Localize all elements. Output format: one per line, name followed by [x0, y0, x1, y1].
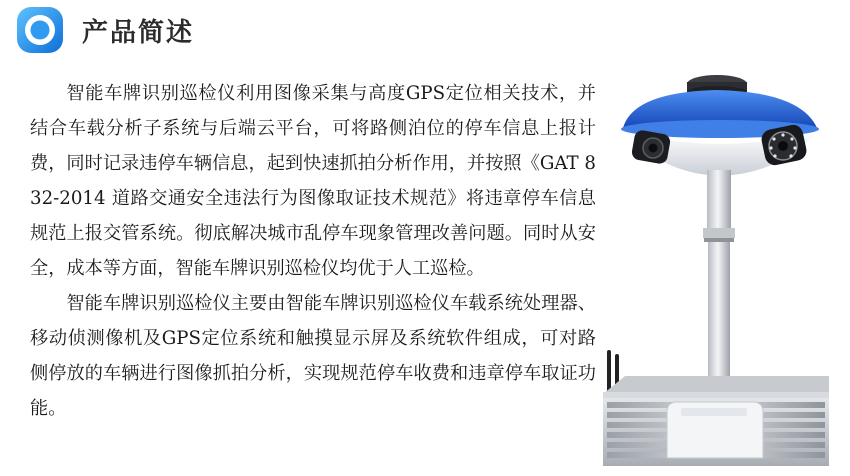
- description-paragraph-1: 智能车牌识别巡检仪利用图像采集与高度GPS定位相关技术，并结合车载分析子系统与后端云平台，可将路侧泊位的停车信息上报计费，同时记录违停车辆信息，起到快速抓拍分析作用，并按照《GAT 832-2014 道路交通安全违法行为图像取证技术规范》将违章停车信息规范上报交管系统。彻底解决城市乱停车现象管理改善问题。同时从安全，成本等方面，智能车牌识别巡检仪均优于人工巡检。: [30, 83, 596, 279]
- description-paragraph-2: 智能车牌识别巡检仪主要由智能车牌识别巡检仪车载系统处理器、移动侦测像机及GPS定位系统和触摸显示屏及系统软件组成，可对路侧停放的车辆进行图像抓拍分析，实现规范停车收费和违章停车取证功能。: [30, 293, 596, 419]
- ring-logo-icon: [16, 6, 64, 54]
- product-photo: [603, 72, 837, 470]
- section-header: [16, 6, 194, 54]
- page-title: 产品简述: [82, 17, 195, 48]
- description-body: [30, 76, 596, 426]
